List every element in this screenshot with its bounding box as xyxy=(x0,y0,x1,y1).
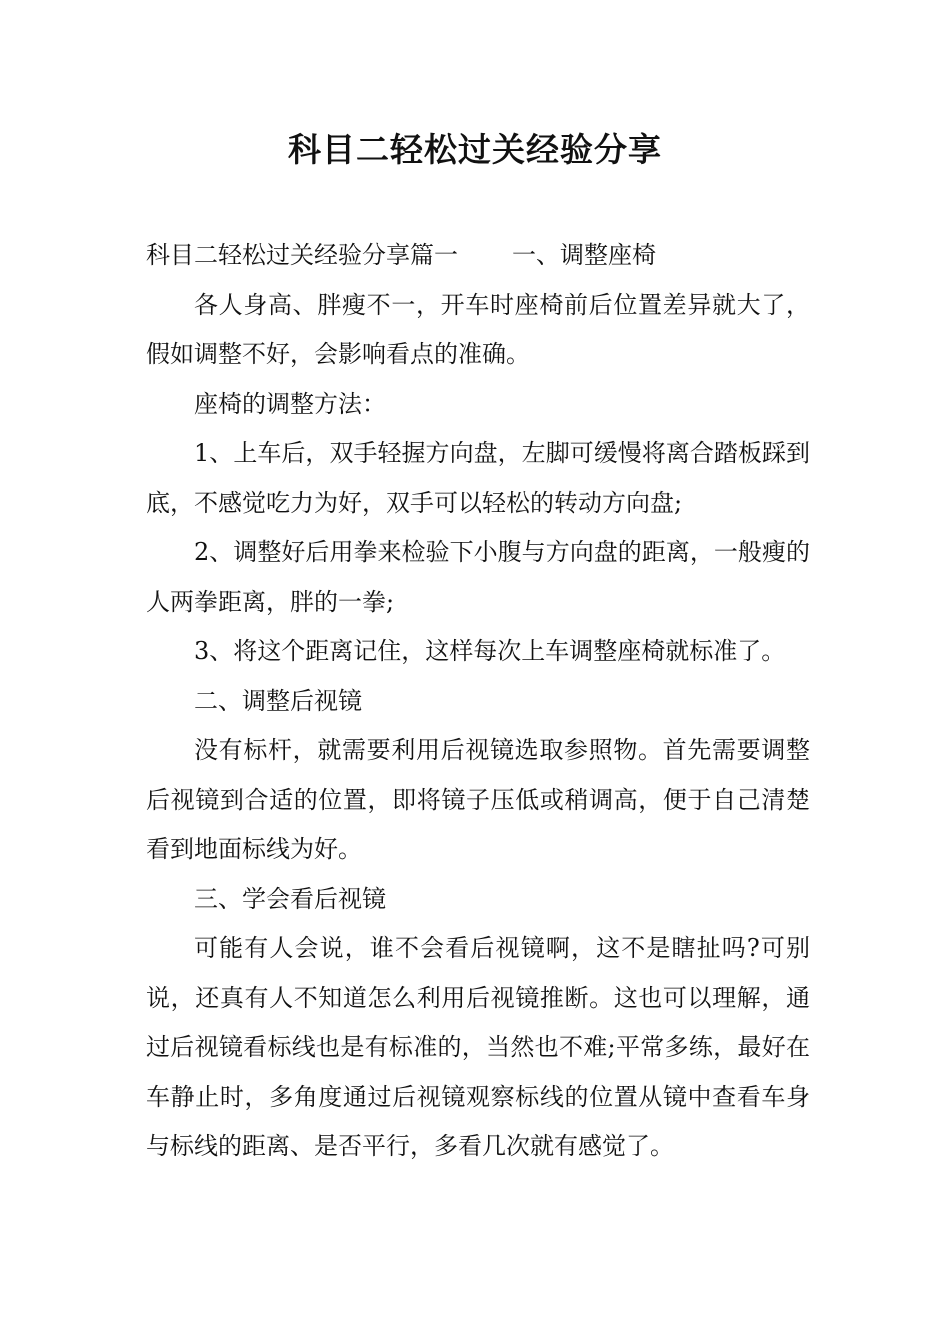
section-heading: 三、学会看后视镜 xyxy=(194,884,386,913)
paragraph: 各人身高、胖瘦不一，开车时座椅前后位置差异就大了，假如调整不好，会影响看点的准确。 xyxy=(146,290,810,368)
list-item: 1、上车后，双手轻握方向盘，左脚可缓慢将离合踏板踩到底，不感觉吃力为好，双手可以轻松的转动方向盘; xyxy=(146,439,810,517)
section-heading: 二、调整后视镜 xyxy=(194,686,362,715)
document-title: 科目二轻松过关经验分享 xyxy=(288,130,662,169)
section-heading-line xyxy=(146,231,810,281)
article-subtitle: 科目二轻松过关经验分享篇一 xyxy=(146,241,458,269)
document-body xyxy=(146,231,810,1172)
list-item: 2、调整好后用拳来检验下小腹与方向盘的距离，一般瘦的人两拳距离，胖的一拳; xyxy=(146,538,810,616)
list-item: 3、将这个距离记住，这样每次上车调整座椅就标准了。 xyxy=(194,637,786,665)
section-heading: 一、调整座椅 xyxy=(512,241,656,269)
paragraph: 座椅的调整方法： xyxy=(194,389,386,418)
paragraph: 没有标杆，就需要利用后视镜选取参照物。首先需要调整后视镜到合适的位置，即将镜子压低或稍调高，便于自己清楚看到地面标线为好。 xyxy=(146,736,810,863)
paragraph: 可能有人会说，谁不会看后视镜啊，这不是瞎扯吗?可别说，还真有人不知道怎么利用后视镜推断。这也可以理解，通过后视镜看标线也是有标准的，当然也不难;平常多练，最好在车静止时，多角度通过后视镜观察标线的位置从镜中查看车身与标线的距离、是否平行，多看几次就有感觉了。 xyxy=(146,934,810,1160)
